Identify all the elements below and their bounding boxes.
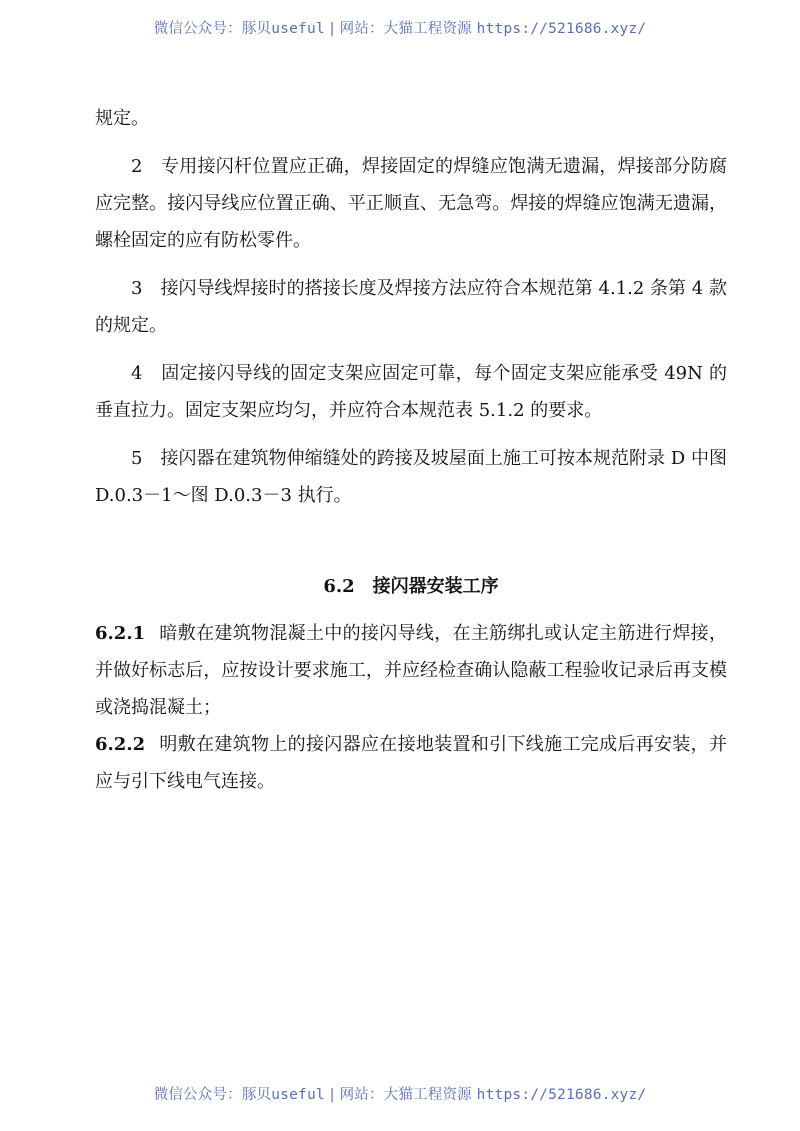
- watermark-prefix: 微信公众号：豚贝: [153, 21, 272, 37]
- clause-number: 6.2.2: [95, 734, 146, 755]
- watermark-url[interactable]: https://521686.xyz/: [476, 1087, 647, 1103]
- header-watermark: [0, 17, 800, 38]
- footer-watermark: [0, 1083, 800, 1104]
- watermark-separator: |: [324, 21, 340, 37]
- clause-6-2-1: [95, 615, 727, 726]
- clause-number: 6.2.1: [95, 623, 146, 644]
- paragraph-continuation: 规定。: [95, 108, 149, 129]
- watermark-prefix: 微信公众号：豚贝: [153, 1087, 272, 1103]
- paragraph-item-4: 4 固定接闪导线的固定支架应固定可靠，每个固定支架应能承受 49N 的垂直拉力。固定支架应均匀，并应符合本规范表 5.1.2 的要求。: [95, 363, 727, 421]
- watermark-site-label: 网站：大猫工程资源: [339, 21, 477, 37]
- watermark-url[interactable]: https://521686.xyz/: [476, 21, 647, 37]
- section-number: 6.2: [323, 576, 355, 597]
- clause-text: 暗敷在建筑物混凝土中的接闪导线，在主筋绑扎或认定主筋进行焊接，并做好标志后，应按设计要求施工，并应经检查确认隐蔽工程验收记录后再支模或浇捣混凝土；: [95, 623, 727, 718]
- watermark-site-label: 网站：大猫工程资源: [339, 1087, 477, 1103]
- watermark-separator: |: [324, 1087, 340, 1103]
- watermark-useful: useful: [271, 1087, 325, 1103]
- paragraph-item-3: 3 接闪导线焊接时的搭接长度及焊接方法应符合本规范第 4.1.2 条第 4 款的规定。: [95, 278, 727, 336]
- section-heading: [95, 568, 727, 605]
- paragraph-item-5: 5 接闪器在建筑物伸缩缝处的跨接及坡屋面上施工可按本规范附录 D 中图 D.0.3－1～图 D.0.3－3 执行。: [95, 448, 727, 506]
- section-title: 接闪器安装工序: [372, 576, 499, 597]
- clause-text: 明敷在建筑物上的接闪器应在接地装置和引下线施工完成后再安装，并应与引下线电气连接。: [95, 734, 727, 792]
- paragraph-item-2: 2 专用接闪杆位置应正确，焊接固定的焊缝应饱满无遗漏，焊接部分防腐应完整。接闪导线应位置正确、平正顺直、无急弯。焊接的焊缝应饱满无遗漏，螺栓固定的应有防松零件。: [95, 156, 727, 251]
- document-body: [95, 100, 727, 800]
- watermark-useful: useful: [271, 21, 325, 37]
- clause-6-2-2: [95, 726, 727, 800]
